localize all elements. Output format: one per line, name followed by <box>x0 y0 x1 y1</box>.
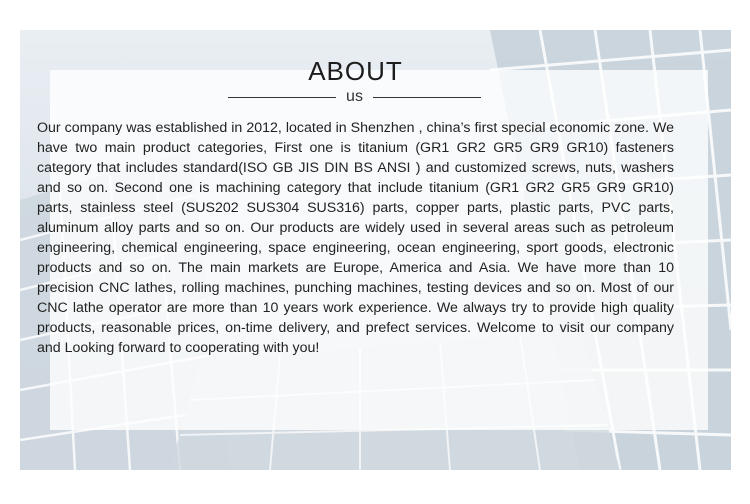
subtitle-divider <box>228 86 481 108</box>
divider-line-right <box>373 97 481 98</box>
divider-line-left <box>228 97 336 98</box>
page-subtitle: us <box>346 88 363 105</box>
about-body-text: Our company was established in 2012, located in Shenzhen , china’s first special economic zone. We have two main product categories, First one is titanium (GR1 GR2 GR5 GR9 GR10) fasteners category that includes standard(ISO GB JIS DIN BS ANSI ) and customized screws, nuts, washers and so on. Second one is machining category that include titanium (GR1 GR2 GR5 GR9 GR10) parts, stainless steel (SUS202 SUS304 SUS316) parts, copper parts, plastic parts, PVC parts, aluminum alloy parts and so on. Our products are widely used in several areas such as petroleum engineering, chemical engineering, space engineering, ocean engineering, sport goods, electronic products and so on. The main markets are Europe, America and Asia. We have more than 10 precision CNC lathes, rolling machines, punching machines, testing devices and so on. Most of our CNC lathe operator are more than 10 years work experience. We always try to provide high quality products, reasonable prices, on-time delivery, and prefect services. Welcome to visit our company and Looking forward to cooperating with you! <box>37 120 674 356</box>
page-title: ABOUT <box>308 56 403 86</box>
